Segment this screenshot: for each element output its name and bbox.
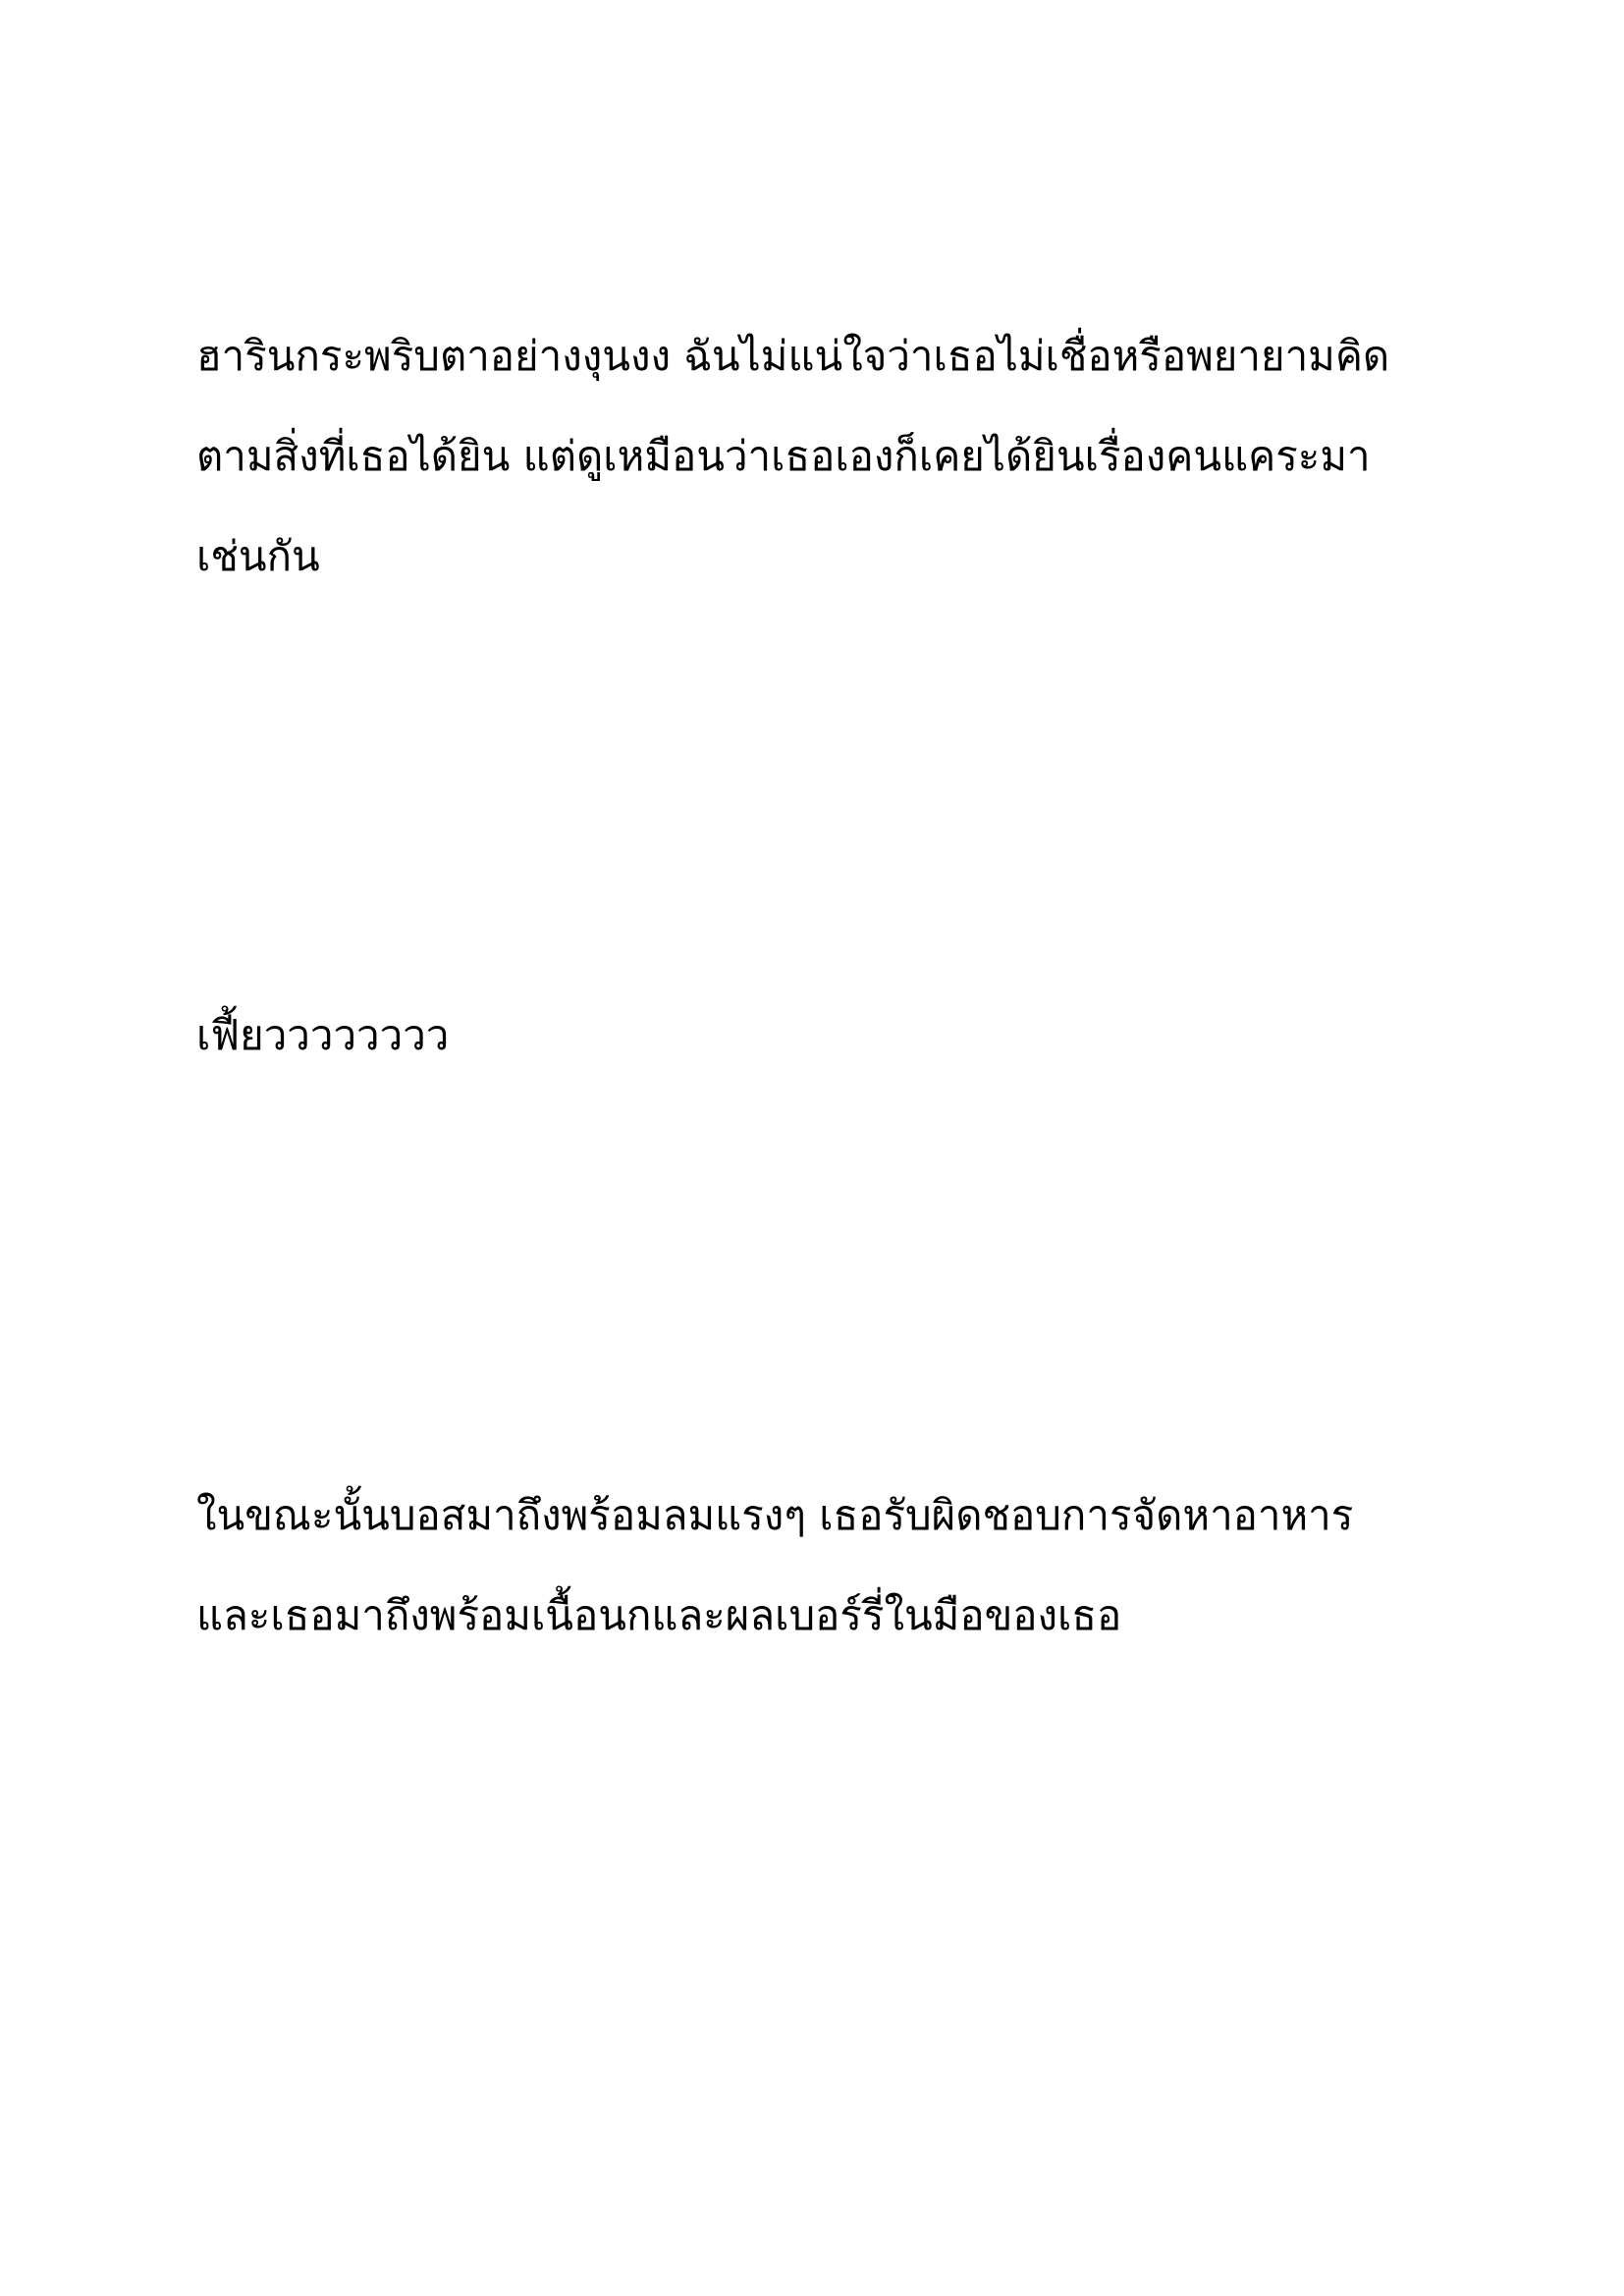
paragraph-2-line-1: เฟี้ยวววววววว: [196, 1011, 450, 1059]
paragraph-1-line-3: เช่นกัน: [196, 532, 320, 580]
paragraph-1-line-2: ตามสิ่งที่เธอได้ยิน แต่ดูเหมือนว่าเธอเองก็เคยได้ยินเรื่องคนแคระมา: [196, 432, 1371, 480]
paragraph-1-line-1: ฮารินกระพริบตาอย่างงุนงง ฉันไม่แน่ใจว่าเธอไม่เชื่อหรือพยายามคิด: [196, 332, 1390, 380]
paragraph-3-line-1: ในขณะนั้นบอสมาถึงพร้อมลมแรงๆ เธอรับผิดชอบการจัดหาอาหาร: [196, 1491, 1354, 1539]
paragraph-3-line-2: และเธอมาถึงพร้อมเนื้อนกและผลเบอร์รี่ในมือของเธอ: [196, 1591, 1122, 1639]
